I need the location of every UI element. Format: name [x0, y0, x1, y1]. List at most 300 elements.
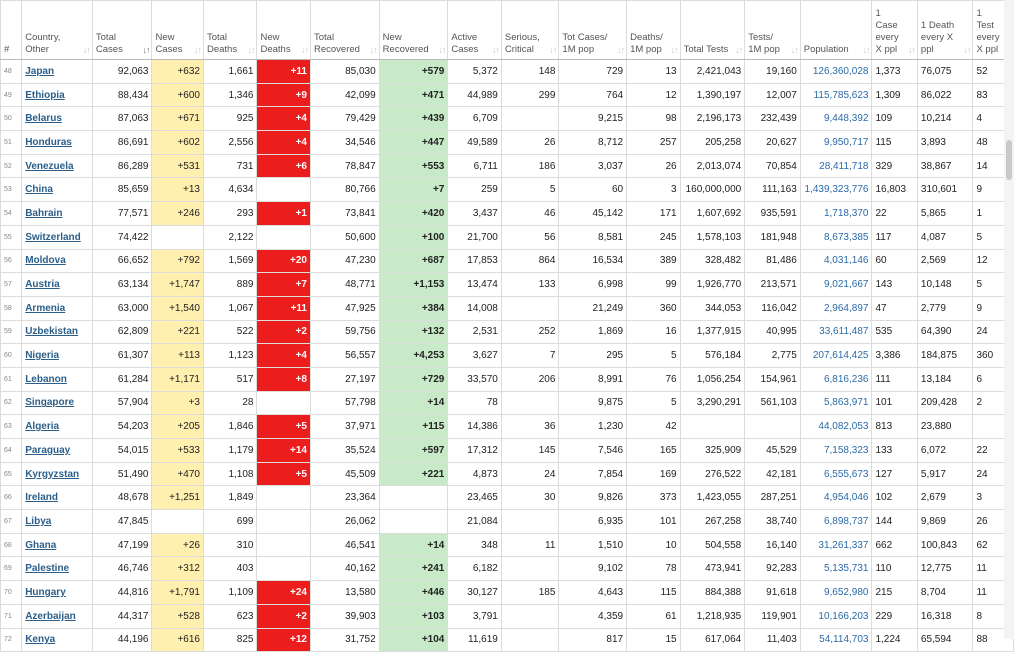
country-link[interactable]: Moldova — [25, 255, 66, 267]
cell-total-cases: 63,134 — [92, 273, 152, 297]
table-row — [1, 154, 1014, 178]
cell-active: 5,372 — [448, 60, 502, 84]
cell-tests: 205,258 — [680, 131, 745, 155]
cell-test-every: 14 — [973, 154, 1014, 178]
cell-death-every: 6,072 — [917, 439, 973, 463]
cell-total-deaths: 1,108 — [203, 462, 257, 486]
cell-total-deaths: 925 — [203, 107, 257, 131]
column-header-5[interactable] — [257, 1, 311, 60]
cell-serious: 5 — [501, 178, 559, 202]
table-row — [1, 604, 1014, 628]
sort-arrows-icon[interactable]: ↓↑ — [438, 45, 446, 55]
country-link[interactable]: Hungary — [25, 586, 66, 598]
table-header-row — [1, 1, 1014, 60]
cell-rank: 66 — [1, 486, 22, 510]
cell-total-recovered: 78,847 — [311, 154, 380, 178]
cell-deaths-1m: 16 — [627, 320, 681, 344]
cell-country — [22, 344, 93, 368]
cell-new-recovered: +420 — [379, 202, 448, 226]
cell-case-every: 143 — [872, 273, 917, 297]
sort-arrows-icon[interactable]: ↓↑ — [369, 45, 377, 55]
cell-cases-1m: 6,998 — [559, 273, 627, 297]
cell-total-deaths: 731 — [203, 154, 257, 178]
cell-cases-1m: 6,935 — [559, 510, 627, 534]
cell-total-recovered: 31,752 — [311, 628, 380, 652]
cell-new-deaths: +11 — [257, 60, 311, 84]
cell-total-deaths: 4,634 — [203, 178, 257, 202]
cell-total-cases: 86,289 — [92, 154, 152, 178]
country-link[interactable]: Libya — [25, 515, 52, 527]
cell-rank: 63 — [1, 415, 22, 439]
cell-total-deaths: 1,849 — [203, 486, 257, 510]
cell-cases-1m: 7,854 — [559, 462, 627, 486]
cell-population: 8,673,385 — [800, 225, 872, 249]
cell-total-cases: 87,063 — [92, 107, 152, 131]
cell-test-every: 62 — [973, 533, 1014, 557]
column-header-9[interactable] — [501, 1, 559, 60]
cell-total-deaths: 28 — [203, 391, 257, 415]
cell-serious: 24 — [501, 462, 559, 486]
cell-tests-1m: 154,961 — [745, 367, 801, 391]
table-row — [1, 367, 1014, 391]
cell-rank: 51 — [1, 131, 22, 155]
cell-total-deaths: 623 — [203, 604, 257, 628]
cell-rank: 58 — [1, 296, 22, 320]
cell-test-every: 48 — [973, 131, 1014, 155]
sort-arrows-icon[interactable]: ↓↑ — [247, 45, 255, 55]
cell-new-cases: +528 — [152, 604, 204, 628]
cell-rank: 69 — [1, 557, 22, 581]
cell-population: 4,031,146 — [800, 249, 872, 273]
cell-rank: 54 — [1, 202, 22, 226]
cell-active: 6,709 — [448, 107, 502, 131]
cell-case-every: 117 — [872, 225, 917, 249]
cell-new-deaths: +7 — [257, 273, 311, 297]
cell-cases-1m: 1,230 — [559, 415, 627, 439]
cell-population: 44,082,053 — [800, 415, 872, 439]
vertical-scrollbar[interactable] — [1004, 0, 1014, 639]
table-row — [1, 107, 1014, 131]
cell-case-every: 215 — [872, 581, 917, 605]
country-link[interactable]: Belarus — [25, 113, 62, 125]
cell-total-recovered: 37,971 — [311, 415, 380, 439]
cell-cases-1m: 295 — [559, 344, 627, 368]
cell-deaths-1m: 10 — [627, 533, 681, 557]
cell-new-recovered: +1,153 — [379, 273, 448, 297]
cell-population: 1,718,370 — [800, 202, 872, 226]
cell-new-cases: +533 — [152, 439, 204, 463]
cell-serious — [501, 604, 559, 628]
cell-cases-1m: 9,875 — [559, 391, 627, 415]
cell-population: 54,114,703 — [800, 628, 872, 652]
column-header-0 — [1, 1, 22, 60]
country-link[interactable]: Ghana — [25, 539, 57, 551]
cell-serious: 133 — [501, 273, 559, 297]
table-row — [1, 273, 1014, 297]
cell-country — [22, 83, 93, 107]
cell-active: 13,474 — [448, 273, 502, 297]
cell-deaths-1m: 169 — [627, 462, 681, 486]
cell-test-every: 2 — [973, 391, 1014, 415]
cell-serious: 148 — [501, 60, 559, 84]
cell-cases-1m: 21,249 — [559, 296, 627, 320]
cell-total-deaths: 2,556 — [203, 131, 257, 155]
cell-death-every: 16,318 — [917, 604, 973, 628]
cell-total-recovered: 80,766 — [311, 178, 380, 202]
cell-new-recovered — [379, 486, 448, 510]
cell-tests-1m: 16,140 — [745, 533, 801, 557]
cell-tests-1m: 213,571 — [745, 273, 801, 297]
sort-arrows-icon[interactable]: ↓↑ — [193, 45, 201, 55]
country-link[interactable]: Austria — [25, 279, 60, 291]
column-header-2[interactable] — [92, 1, 152, 60]
cell-new-cases: +13 — [152, 178, 204, 202]
cell-test-every: 12 — [973, 249, 1014, 273]
cell-population: 5,135,731 — [800, 557, 872, 581]
cell-case-every: 1,309 — [872, 83, 917, 107]
cell-serious: 11 — [501, 533, 559, 557]
cell-active: 21,084 — [448, 510, 502, 534]
country-link[interactable]: Nigeria — [25, 350, 60, 362]
cell-serious: 7 — [501, 344, 559, 368]
country-link[interactable]: Bahrain — [25, 207, 63, 219]
cell-new-cases: +632 — [152, 60, 204, 84]
cell-new-cases: +205 — [152, 415, 204, 439]
cell-total-recovered: 48,771 — [311, 273, 380, 297]
cell-new-recovered: +100 — [379, 225, 448, 249]
cell-test-every: 6 — [973, 367, 1014, 391]
sort-arrows-icon[interactable]: ↓↑ — [142, 45, 150, 55]
country-link[interactable]: Paraguay — [25, 444, 71, 456]
cell-tests-1m: 20,627 — [745, 131, 801, 155]
cell-tests: 504,558 — [680, 533, 745, 557]
cell-deaths-1m: 101 — [627, 510, 681, 534]
cell-population: 6,816,236 — [800, 367, 872, 391]
cell-new-recovered: +132 — [379, 320, 448, 344]
cell-population: 9,448,392 — [800, 107, 872, 131]
cell-rank: 61 — [1, 367, 22, 391]
sort-arrows-icon[interactable]: ↓↑ — [301, 45, 308, 55]
cell-total-cases: 61,307 — [92, 344, 152, 368]
country-link[interactable]: Honduras — [25, 136, 72, 148]
cell-active: 4,873 — [448, 462, 502, 486]
cell-cases-1m: 817 — [559, 628, 627, 652]
cell-tests-1m: 45,529 — [745, 439, 801, 463]
column-header-label: # — [4, 44, 10, 55]
cell-new-cases: +470 — [152, 462, 204, 486]
column-header-label: Population — [803, 44, 849, 55]
cell-rank: 50 — [1, 107, 22, 131]
cell-population: 6,898,737 — [800, 510, 872, 534]
column-header-7[interactable] — [379, 1, 448, 60]
cell-tests-1m: 11,403 — [745, 628, 801, 652]
cell-death-every: 10,214 — [917, 107, 973, 131]
country-link[interactable]: Palestine — [25, 563, 70, 575]
table-row — [1, 60, 1014, 84]
cell-total-deaths: 1,661 — [203, 60, 257, 84]
table-row — [1, 486, 1014, 510]
cell-case-every: 662 — [872, 533, 917, 557]
cell-country — [22, 273, 93, 297]
cell-case-every: 127 — [872, 462, 917, 486]
cell-serious: 864 — [501, 249, 559, 273]
cell-case-every: 16,803 — [872, 178, 917, 202]
table-row — [1, 202, 1014, 226]
cell-population: 115,785,623 — [800, 83, 872, 107]
cell-deaths-1m: 389 — [627, 249, 681, 273]
cell-new-cases: +600 — [152, 83, 204, 107]
cell-total-recovered: 50,600 — [311, 225, 380, 249]
cell-total-deaths: 1,569 — [203, 249, 257, 273]
cell-death-every: 23,880 — [917, 415, 973, 439]
cell-tests-1m: 116,042 — [745, 296, 801, 320]
cell-cases-1m: 8,712 — [559, 131, 627, 155]
column-header-8[interactable] — [448, 1, 502, 60]
cell-deaths-1m: 61 — [627, 604, 681, 628]
column-header-13[interactable] — [745, 1, 801, 60]
cell-active: 259 — [448, 178, 502, 202]
cell-new-deaths: +4 — [257, 344, 311, 368]
cell-new-cases — [152, 225, 204, 249]
sort-arrows-icon[interactable]: ↓↑ — [670, 45, 678, 55]
cell-new-cases: +616 — [152, 628, 204, 652]
cell-serious: 185 — [501, 581, 559, 605]
cell-serious: 206 — [501, 367, 559, 391]
country-link[interactable]: Japan — [25, 65, 55, 77]
cell-population: 1,439,323,776 — [800, 178, 872, 202]
cell-total-recovered: 27,197 — [311, 367, 380, 391]
sort-arrows-icon[interactable]: ↓↑ — [963, 45, 971, 55]
cell-active: 3,627 — [448, 344, 502, 368]
cell-total-deaths: 517 — [203, 367, 257, 391]
cell-new-recovered: +4,253 — [379, 344, 448, 368]
cell-active: 348 — [448, 533, 502, 557]
cell-test-every: 5 — [973, 273, 1014, 297]
cell-rank: 64 — [1, 439, 22, 463]
cell-country — [22, 391, 93, 415]
sort-arrows-icon[interactable]: ↓↑ — [790, 45, 798, 55]
country-link[interactable]: Armenia — [25, 302, 66, 314]
cell-test-every: 11 — [973, 557, 1014, 581]
sort-arrows-icon[interactable]: ↓↑ — [735, 45, 743, 55]
cell-new-deaths — [257, 557, 311, 581]
cell-tests-1m: 181,948 — [745, 225, 801, 249]
cell-total-cases: 86,691 — [92, 131, 152, 155]
column-header-15[interactable] — [872, 1, 917, 60]
cell-death-every: 64,390 — [917, 320, 973, 344]
cell-new-recovered: +597 — [379, 439, 448, 463]
cell-new-deaths: +5 — [257, 462, 311, 486]
cell-cases-1m: 4,643 — [559, 581, 627, 605]
cell-rank: 56 — [1, 249, 22, 273]
table-row — [1, 344, 1014, 368]
cell-total-cases: 48,678 — [92, 486, 152, 510]
country-link[interactable]: Ethiopia — [25, 89, 65, 101]
cell-total-cases: 46,746 — [92, 557, 152, 581]
country-link[interactable]: Kyrgyzstan — [25, 468, 80, 480]
table-row — [1, 225, 1014, 249]
cell-deaths-1m: 12 — [627, 83, 681, 107]
cell-new-recovered: +103 — [379, 604, 448, 628]
column-header-label: Total Recovered — [314, 32, 360, 55]
sort-arrows-icon[interactable]: ↓↑ — [491, 45, 499, 55]
cell-deaths-1m: 13 — [627, 60, 681, 84]
cell-tests: 617,064 — [680, 628, 745, 652]
table-row — [1, 510, 1014, 534]
cell-death-every: 100,843 — [917, 533, 973, 557]
cell-rank: 72 — [1, 628, 22, 652]
cell-rank: 67 — [1, 510, 22, 534]
table-row — [1, 581, 1014, 605]
cell-country — [22, 604, 93, 628]
column-header-16[interactable] — [917, 1, 973, 60]
cell-cases-1m: 9,215 — [559, 107, 627, 131]
cell-population: 126,360,028 — [800, 60, 872, 84]
column-header-1[interactable] — [22, 1, 93, 60]
cell-test-every: 9 — [973, 178, 1014, 202]
cell-tests: 1,377,915 — [680, 320, 745, 344]
cell-active: 17,312 — [448, 439, 502, 463]
cell-rank: 70 — [1, 581, 22, 605]
cell-total-recovered: 47,925 — [311, 296, 380, 320]
cell-total-cases: 57,904 — [92, 391, 152, 415]
cell-population: 10,166,203 — [800, 604, 872, 628]
table-row — [1, 415, 1014, 439]
cell-serious — [501, 107, 559, 131]
cell-tests: 1,423,055 — [680, 486, 745, 510]
cell-total-cases: 47,845 — [92, 510, 152, 534]
cell-rank: 65 — [1, 462, 22, 486]
cell-rank: 62 — [1, 391, 22, 415]
cell-tests-1m: 92,283 — [745, 557, 801, 581]
cell-deaths-1m: 5 — [627, 344, 681, 368]
cell-tests-1m: 111,163 — [745, 178, 801, 202]
cell-new-cases: +671 — [152, 107, 204, 131]
cell-test-every: 9 — [973, 296, 1014, 320]
country-link[interactable]: Ireland — [25, 492, 58, 504]
cell-new-deaths: +24 — [257, 581, 311, 605]
country-link[interactable]: China — [25, 184, 53, 196]
cell-new-cases: +1,747 — [152, 273, 204, 297]
country-link[interactable]: Lebanon — [25, 373, 67, 385]
cell-serious — [501, 510, 559, 534]
cell-total-recovered: 56,557 — [311, 344, 380, 368]
cell-death-every: 65,594 — [917, 628, 973, 652]
cell-country — [22, 320, 93, 344]
cell-case-every: 1,224 — [872, 628, 917, 652]
cell-tests: 2,013,074 — [680, 154, 745, 178]
cell-case-every: 144 — [872, 510, 917, 534]
cell-tests: 1,607,692 — [680, 202, 745, 226]
cell-deaths-1m: 15 — [627, 628, 681, 652]
column-header-12[interactable] — [680, 1, 745, 60]
cell-total-deaths: 825 — [203, 628, 257, 652]
cell-deaths-1m: 3 — [627, 178, 681, 202]
cell-total-cases: 63,000 — [92, 296, 152, 320]
cell-active: 2,531 — [448, 320, 502, 344]
cell-cases-1m: 1,869 — [559, 320, 627, 344]
table-row — [1, 391, 1014, 415]
cell-death-every: 184,875 — [917, 344, 973, 368]
column-header-14[interactable] — [800, 1, 872, 60]
cell-case-every: 22 — [872, 202, 917, 226]
cell-tests-1m: 2,775 — [745, 344, 801, 368]
cell-test-every: 11 — [973, 581, 1014, 605]
cell-cases-1m: 4,359 — [559, 604, 627, 628]
cell-total-recovered: 59,756 — [311, 320, 380, 344]
cell-total-recovered: 57,798 — [311, 391, 380, 415]
cell-country — [22, 533, 93, 557]
scrollbar-thumb[interactable] — [1006, 140, 1012, 180]
cell-new-cases — [152, 510, 204, 534]
column-header-4[interactable] — [203, 1, 257, 60]
cell-new-recovered: +104 — [379, 628, 448, 652]
table-row — [1, 178, 1014, 202]
cell-cases-1m: 8,991 — [559, 367, 627, 391]
column-header-6[interactable] — [311, 1, 380, 60]
cell-tests-1m: 935,591 — [745, 202, 801, 226]
column-header-11[interactable] — [627, 1, 681, 60]
column-header-label: New Cases — [155, 32, 183, 55]
cell-new-cases: +602 — [152, 131, 204, 155]
cell-total-deaths: 310 — [203, 533, 257, 557]
column-header-3[interactable] — [152, 1, 204, 60]
cell-tests: 344,053 — [680, 296, 745, 320]
cell-active: 6,182 — [448, 557, 502, 581]
cell-total-cases: 92,063 — [92, 60, 152, 84]
cell-deaths-1m: 98 — [627, 107, 681, 131]
cell-tests: 1,218,935 — [680, 604, 745, 628]
sort-arrows-icon[interactable]: ↓↑ — [862, 45, 870, 55]
cell-case-every: 111 — [872, 367, 917, 391]
cell-new-deaths — [257, 391, 311, 415]
cell-total-cases: 44,816 — [92, 581, 152, 605]
column-header-10[interactable] — [559, 1, 627, 60]
cell-death-every: 5,917 — [917, 462, 973, 486]
cell-case-every: 535 — [872, 320, 917, 344]
cell-population: 2,964,897 — [800, 296, 872, 320]
country-link[interactable]: Kenya — [25, 634, 56, 646]
cell-total-deaths: 2,122 — [203, 225, 257, 249]
cell-active: 21,700 — [448, 225, 502, 249]
cell-test-every: 52 — [973, 60, 1014, 84]
cell-total-recovered: 73,841 — [311, 202, 380, 226]
country-link[interactable]: Switzerland — [25, 231, 81, 243]
cell-case-every: 102 — [872, 486, 917, 510]
cell-active: 23,465 — [448, 486, 502, 510]
cell-death-every: 12,775 — [917, 557, 973, 581]
country-link[interactable]: Algeria — [25, 421, 60, 433]
country-link[interactable]: Singapore — [25, 397, 75, 409]
cell-country — [22, 107, 93, 131]
cell-deaths-1m: 99 — [627, 273, 681, 297]
sort-arrows-icon[interactable]: ↓↑ — [82, 45, 90, 55]
cell-new-deaths: +14 — [257, 439, 311, 463]
cell-total-recovered: 42,099 — [311, 83, 380, 107]
cell-new-recovered: +115 — [379, 415, 448, 439]
country-link[interactable]: Uzbekistan — [25, 326, 78, 338]
cell-new-deaths — [257, 225, 311, 249]
country-link[interactable]: Azerbaijan — [25, 610, 76, 622]
sort-arrows-icon[interactable]: ↓↑ — [907, 45, 915, 55]
cell-new-recovered: +384 — [379, 296, 448, 320]
country-link[interactable]: Venezuela — [25, 160, 74, 172]
sort-arrows-icon[interactable]: ↓↑ — [549, 45, 557, 55]
sort-arrows-icon[interactable]: ↓↑ — [617, 45, 625, 55]
cell-total-recovered: 47,230 — [311, 249, 380, 273]
cell-tests: 2,421,043 — [680, 60, 745, 84]
cell-total-recovered: 39,903 — [311, 604, 380, 628]
